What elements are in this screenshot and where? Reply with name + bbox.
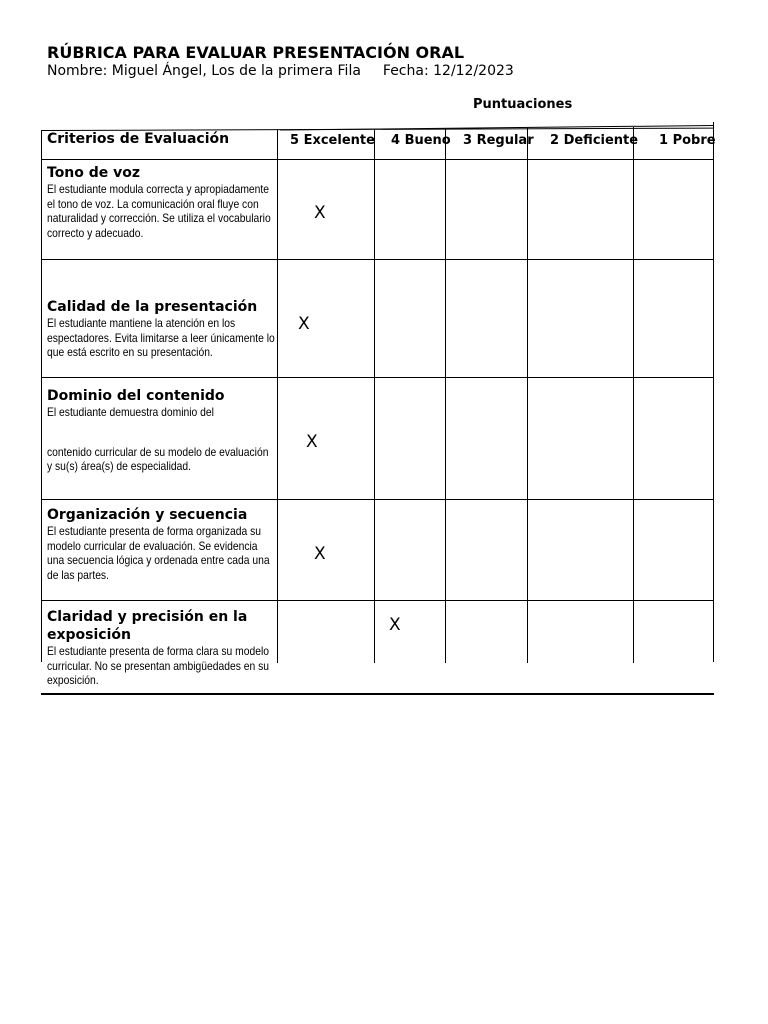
score-mark: X bbox=[389, 615, 401, 635]
criterion-description: El estudiante presenta de forma clara su modelo curricular. No se presentan ambigüedades en su exposición. bbox=[47, 644, 270, 688]
table-bottom-border bbox=[41, 693, 714, 695]
criterion-description-part2: contenido curricular de su modelo de evaluación y su(s) área(s) de especialidad. bbox=[47, 444, 269, 474]
header-score-3: 3 Regular bbox=[463, 133, 534, 148]
criterion-title: Dominio del contenido bbox=[47, 388, 225, 404]
col-divider bbox=[527, 128, 528, 663]
col-divider bbox=[445, 129, 446, 663]
row-divider bbox=[41, 159, 714, 160]
criterion-title: Claridad y precisión en la exposición bbox=[47, 609, 248, 643]
header-score-4: 4 Bueno bbox=[391, 133, 451, 148]
criterion-dominio-contenido bbox=[47, 387, 275, 474]
header-score-1: 1 Pobre bbox=[659, 133, 716, 148]
score-mark: X bbox=[314, 544, 326, 564]
col-divider bbox=[374, 129, 375, 663]
criterion-title: Organización y secuencia bbox=[47, 507, 248, 523]
col-divider bbox=[633, 127, 634, 663]
criterion-description-part1: El estudiante demuestra dominio del bbox=[47, 405, 214, 419]
meta-line bbox=[47, 63, 514, 79]
col-divider bbox=[41, 130, 42, 662]
header-criteria: Criterios de Evaluación bbox=[47, 131, 230, 147]
criterion-tono-de-voz bbox=[47, 164, 275, 240]
row-divider bbox=[41, 499, 714, 500]
header-score-5: 5 Excelente bbox=[290, 133, 375, 148]
document-title: RÚBRICA PARA EVALUAR PRESENTACIÓN ORAL bbox=[47, 43, 465, 62]
criterion-description: El estudiante presenta de forma organizada su modelo curricular de evaluación. Se evidencia una secuencia lógica y ordenada entre cada una de las partes. bbox=[47, 524, 270, 582]
header-score-2: 2 Deficiente bbox=[550, 133, 639, 148]
score-mark: X bbox=[314, 203, 326, 223]
row-divider bbox=[41, 259, 714, 260]
criterion-title: Tono de voz bbox=[47, 165, 141, 181]
date-line: Fecha: 12/12/2023 bbox=[382, 63, 514, 79]
col-divider bbox=[713, 122, 714, 662]
criterion-description: El estudiante modula correcta y apropiadamente el tono de voz. La comunicación oral fluye con naturalidad y corrección. Se utiliza el vocabulario correcto y adecuado. bbox=[47, 182, 271, 240]
criterion-calidad-presentacion bbox=[47, 298, 275, 360]
score-mark: X bbox=[306, 432, 318, 452]
name-line: Nombre: Miguel Ángel, Los de la primera Fila bbox=[47, 63, 361, 79]
criterion-description: El estudiante mantiene la atención en los espectadores. Evita limitarse a leer únicamente lo que está escrito en su presentación. bbox=[47, 316, 275, 360]
row-divider bbox=[41, 600, 714, 601]
row-divider bbox=[41, 377, 714, 378]
scores-heading: Puntuaciones bbox=[473, 97, 573, 112]
criterion-title: Calidad de la presentación bbox=[47, 299, 258, 315]
criterion-claridad-precision bbox=[47, 608, 275, 688]
col-divider bbox=[277, 130, 278, 663]
criterion-organizacion-secuencia bbox=[47, 506, 275, 582]
score-mark: X bbox=[298, 314, 310, 334]
